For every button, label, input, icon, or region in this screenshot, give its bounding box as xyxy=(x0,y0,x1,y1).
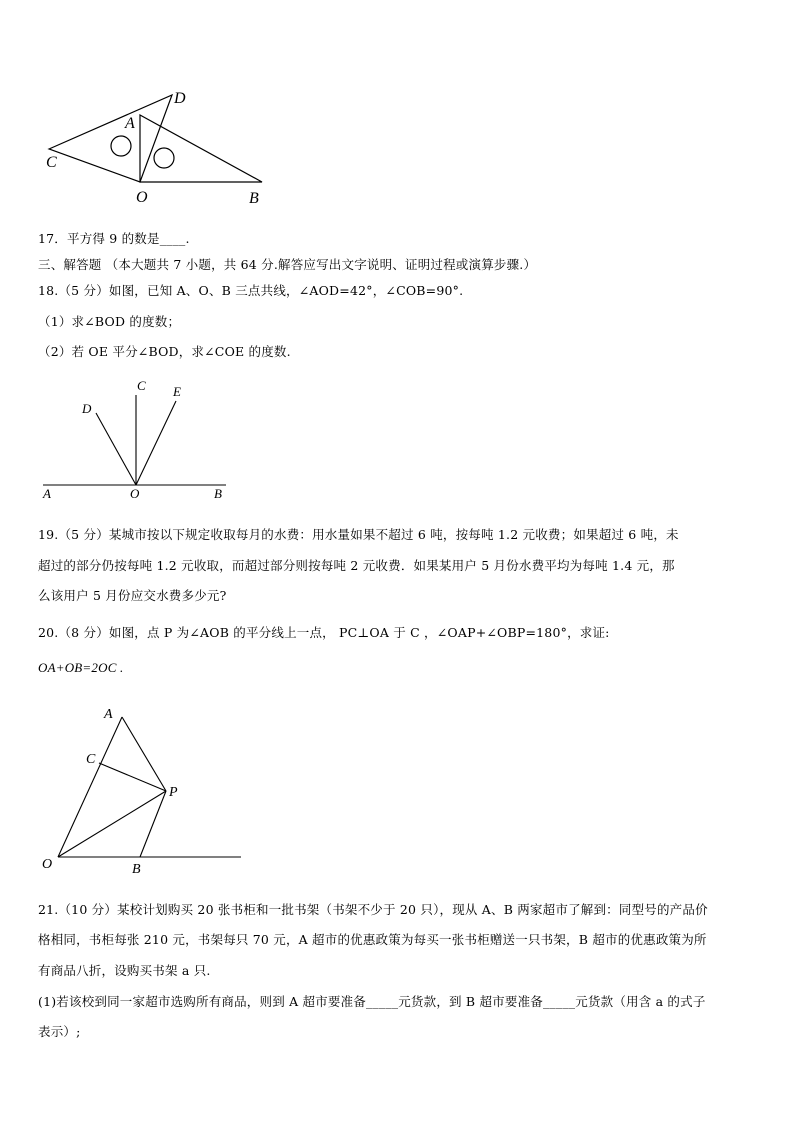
question-17: 17．平方得 9 的数是____. xyxy=(38,231,190,246)
ray-od xyxy=(96,413,136,485)
segment-bp xyxy=(140,791,166,857)
question-19-line-1: 19.（5 分）某城市按以下规定收取每月的水费：用水量如果不超过 6 吨，按每吨 1.2 元收费；如果超过 6 吨，未 xyxy=(38,527,679,542)
question-20-line-1: 20.（8 分）如图，点 P 为∠AOB 的平分线上一点， PC⊥OA 于 C ，∠OAP+∠OBP=180°，求证: xyxy=(38,625,610,640)
question-21-line-4: (1)若该校到同一家超市选购所有商品，则到 A 超市要准备_____元货款，到 B 超市要准备_____元货款（用含 a 的式子 xyxy=(38,994,706,1009)
figure-bisector xyxy=(38,700,246,878)
label-b: B xyxy=(132,862,141,877)
label-o: O xyxy=(42,857,53,872)
ray-oe xyxy=(136,401,176,485)
segment-cp xyxy=(99,763,166,791)
question-18-part-2: （2）若 OE 平分∠BOD，求∠COE 的度数. xyxy=(38,344,291,359)
circle-left xyxy=(111,136,131,156)
label-b: B xyxy=(214,486,222,501)
label-d: D xyxy=(82,401,92,416)
label-a: A xyxy=(43,486,51,501)
question-21-line-5: 表示）; xyxy=(38,1024,81,1039)
label-o: O xyxy=(136,189,148,206)
question-21-line-2: 格相同，书柜每张 210 元，书架每只 70 元，A 超市的优惠政策为每买一张书柜赠送一只书架，B 超市的优惠政策为所 xyxy=(38,932,707,947)
question-19-line-2: 超过的部分仍按每吨 1.2 元收取，而超过部分则按每吨 2 元收费．如果某用户 5 月份水费平均为每吨 1.4 元，那 xyxy=(38,558,675,573)
question-18-part-1: （1）求∠BOD 的度数； xyxy=(38,314,181,329)
label-c: C xyxy=(86,752,96,767)
label-c: C xyxy=(46,154,57,171)
figure-angles xyxy=(38,375,233,503)
question-21-line-1: 21.（10 分）某校计划购买 20 张书柜和一批书架（书架不少于 20 只），现从 A、B 两家超市了解到：同型号的产品价 xyxy=(38,902,708,917)
question-20-equation: OA+OB=2OC . xyxy=(38,660,124,675)
question-18-stem: 18.（5 分）如图，已知 A、O、B 三点共线，∠AOD=42°，∠COB=90°. xyxy=(38,283,464,298)
triangle-cod xyxy=(49,95,172,182)
question-19-line-3: 么该用户 5 月份应交水费多少元? xyxy=(38,588,227,603)
label-o: O xyxy=(130,486,140,501)
figure-triangles xyxy=(40,85,280,210)
segment-op xyxy=(58,791,166,857)
label-b: B xyxy=(249,190,259,207)
triangle-aob xyxy=(140,115,262,182)
label-a: A xyxy=(104,707,113,722)
label-a: A xyxy=(125,115,135,132)
label-c: C xyxy=(137,378,146,393)
segment-ap xyxy=(122,717,166,791)
question-21-line-3: 有商品八折，设购买书架 a 只. xyxy=(38,963,211,978)
side-oa xyxy=(58,717,122,857)
section-3-heading: 三、解答题 （本大题共 7 小题，共 64 分.解答应写出文字说明、证明过程或演算步骤.） xyxy=(38,257,537,272)
circle-right xyxy=(154,148,174,168)
label-d: D xyxy=(174,90,186,107)
label-p: P xyxy=(169,785,178,800)
label-e: E xyxy=(173,384,181,399)
